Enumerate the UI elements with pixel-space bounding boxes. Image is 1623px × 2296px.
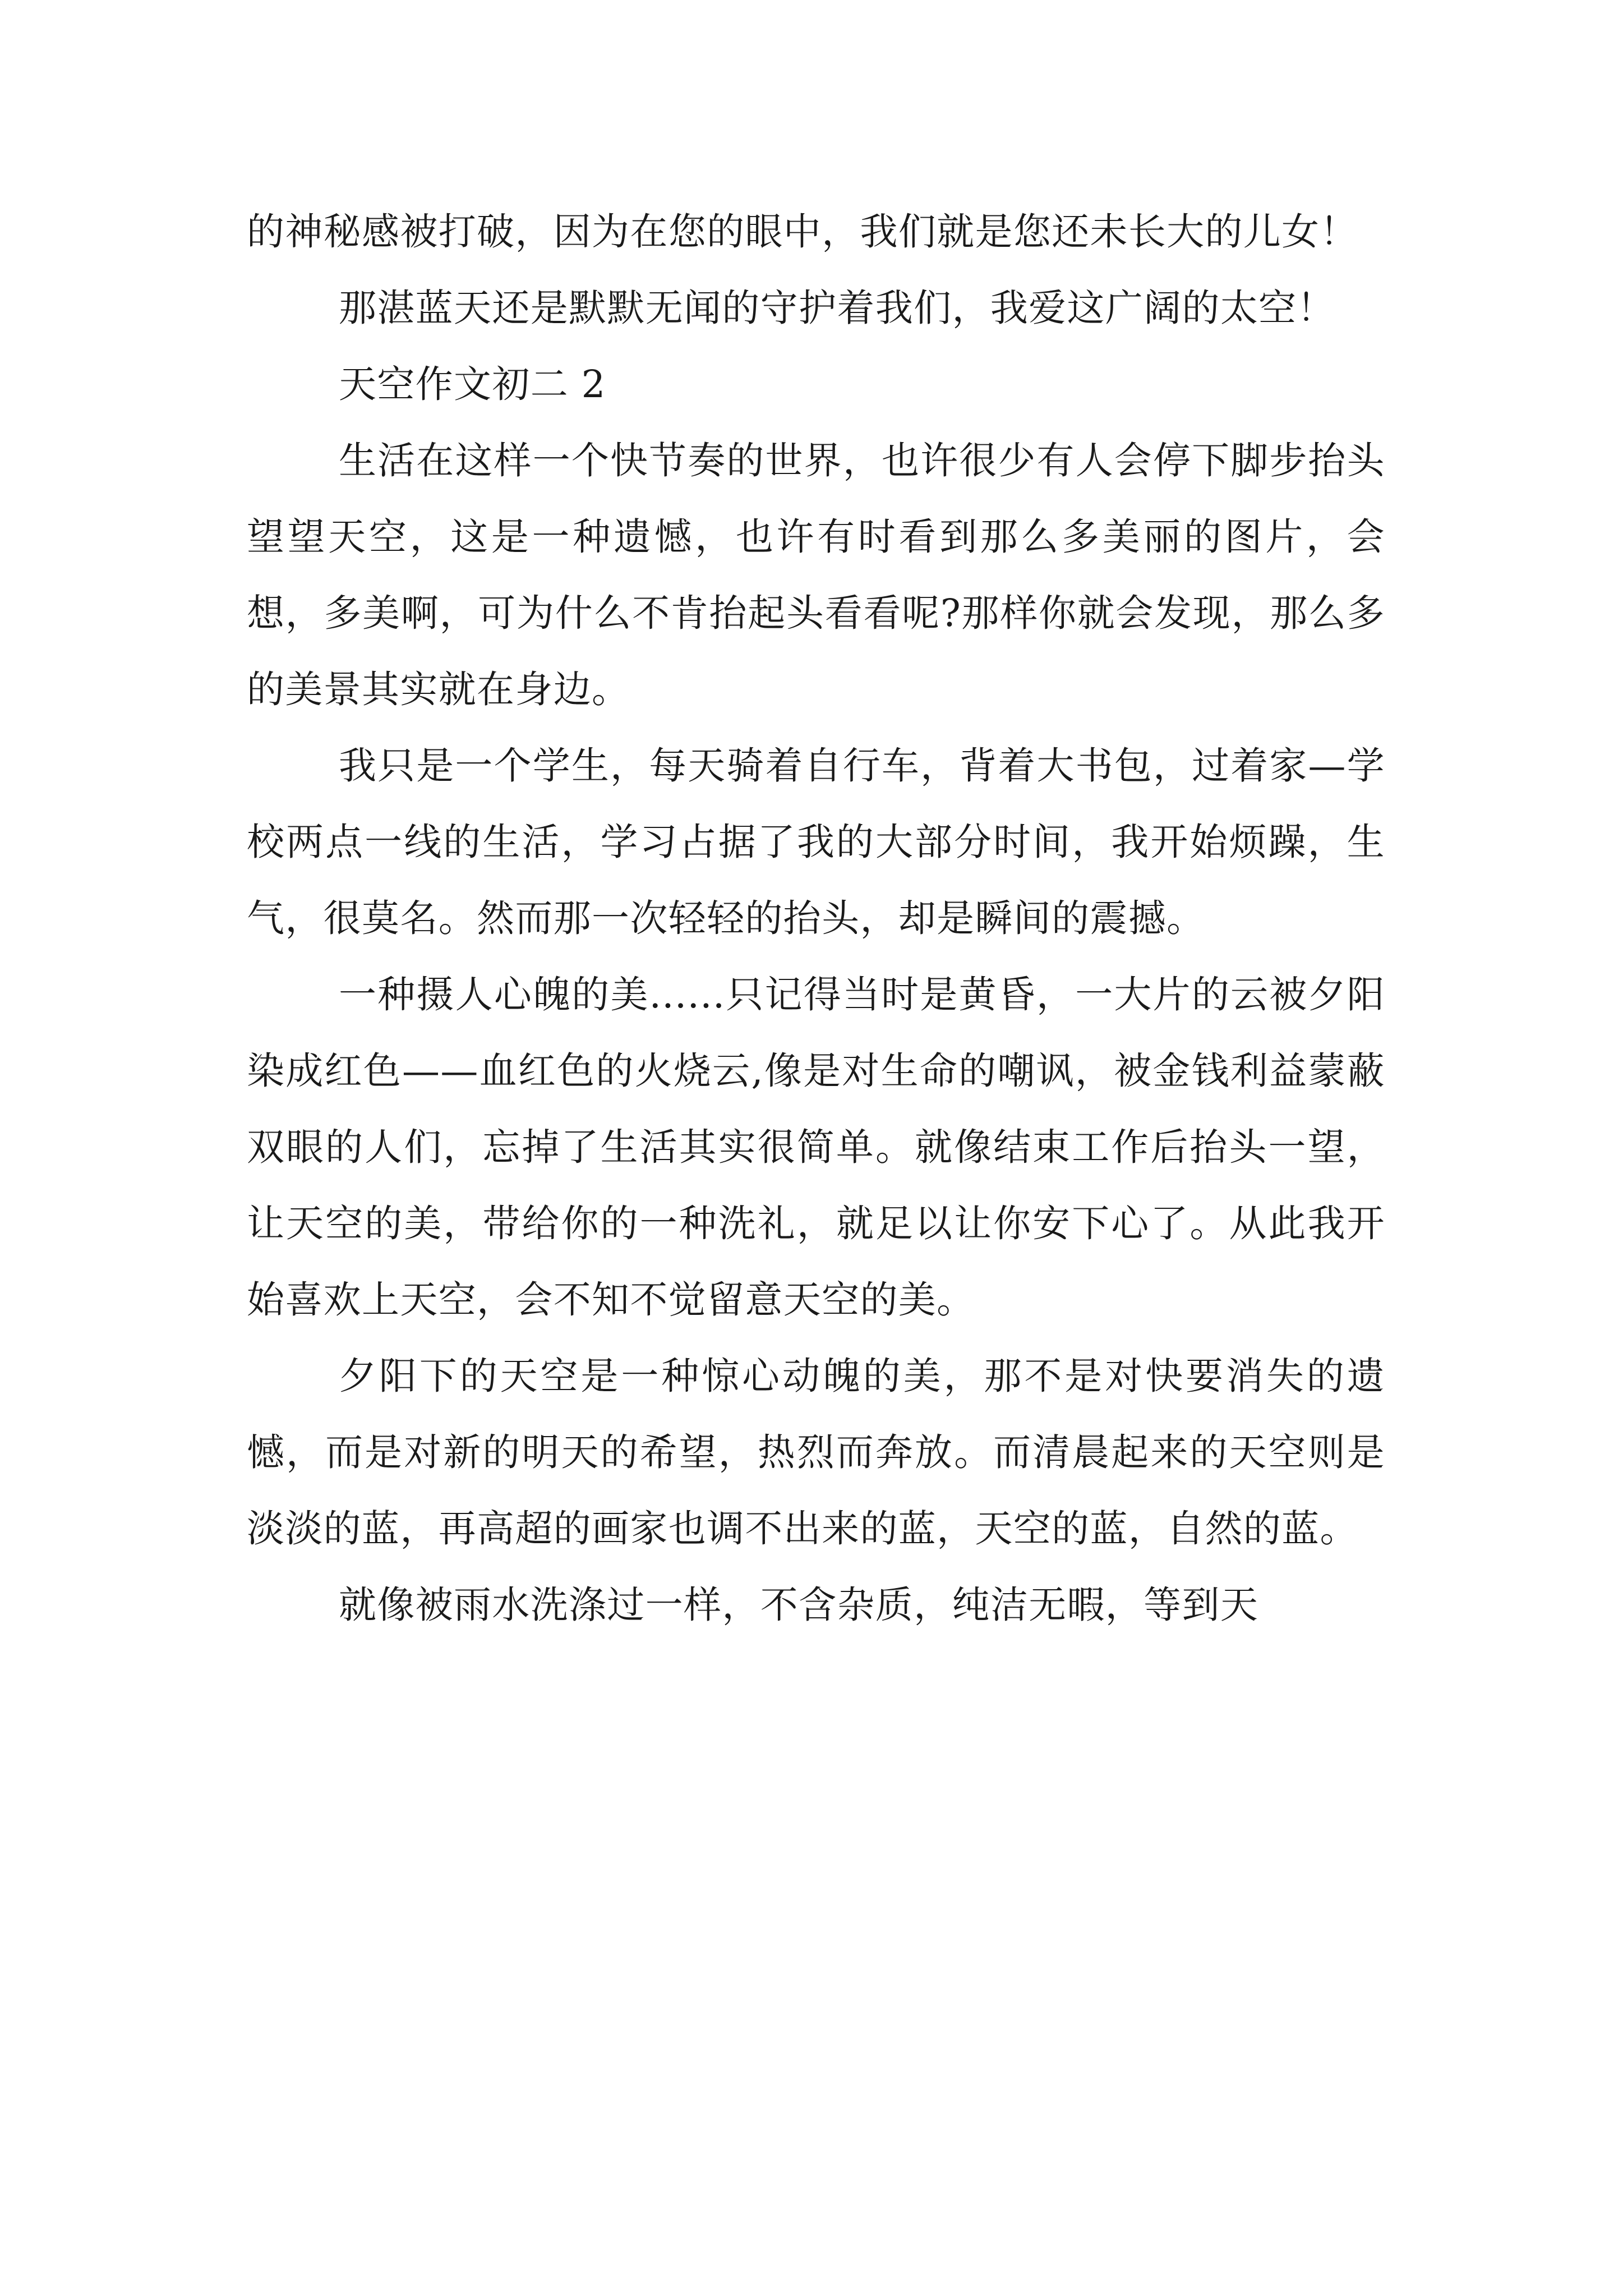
- paragraph: 一种摄人心魄的美......只记得当时是黄昏，一大片的云被夕阳染成红色——血红色的火烧云,像是对生命的嘲讽，被金钱利益蒙蔽双眼的人们，忘掉了生活其实很简单。就像结束工作后抬头一望，让天空的美，带给你的一种洗礼，就足以让你安下心了。从此我开始喜欢上天空，会不知不觉留意天空的美。: [247, 973, 1385, 1322]
- paragraph: 夕阳下的天空是一种惊心动魄的美，那不是对快要消失的遗憾，而是对新的明天的希望，热烈而奔放。而清晨起来的天空则是淡淡的蓝，再高超的画家也调不出来的蓝，天空的蓝，自然的蓝。: [247, 1354, 1385, 1550]
- paragraph-continuation: 的神秘感被打破，因为在您的眼中，我们就是您还未长大的儿女！: [247, 210, 1358, 254]
- document-body: [247, 194, 1385, 1643]
- section-heading: 天空作文初二 2: [339, 362, 606, 406]
- paragraph: 就像被雨水洗涤过一样，不含杂质，纯洁无暇，等到天: [339, 1583, 1259, 1627]
- paragraph: 那湛蓝天还是默默无闻的守护着我们，我爱这广阔的太空！: [339, 286, 1335, 330]
- paragraph: 我只是一个学生，每天骑着自行车，背着大书包，过着家—学校两点一线的生活，学习占据了我的大部分时间，我开始烦躁，生气，很莫名。然而那一次轻轻的抬头，却是瞬间的震撼。: [247, 744, 1385, 940]
- paragraph: 生活在这样一个快节奏的世界，也许很少有人会停下脚步抬头望望天空，这是一种遗憾，也许有时看到那么多美丽的图片，会想，多美啊，可为什么不肯抬起头看看呢?那样你就会发现，那么多的美景其实就在身边。: [247, 439, 1385, 711]
